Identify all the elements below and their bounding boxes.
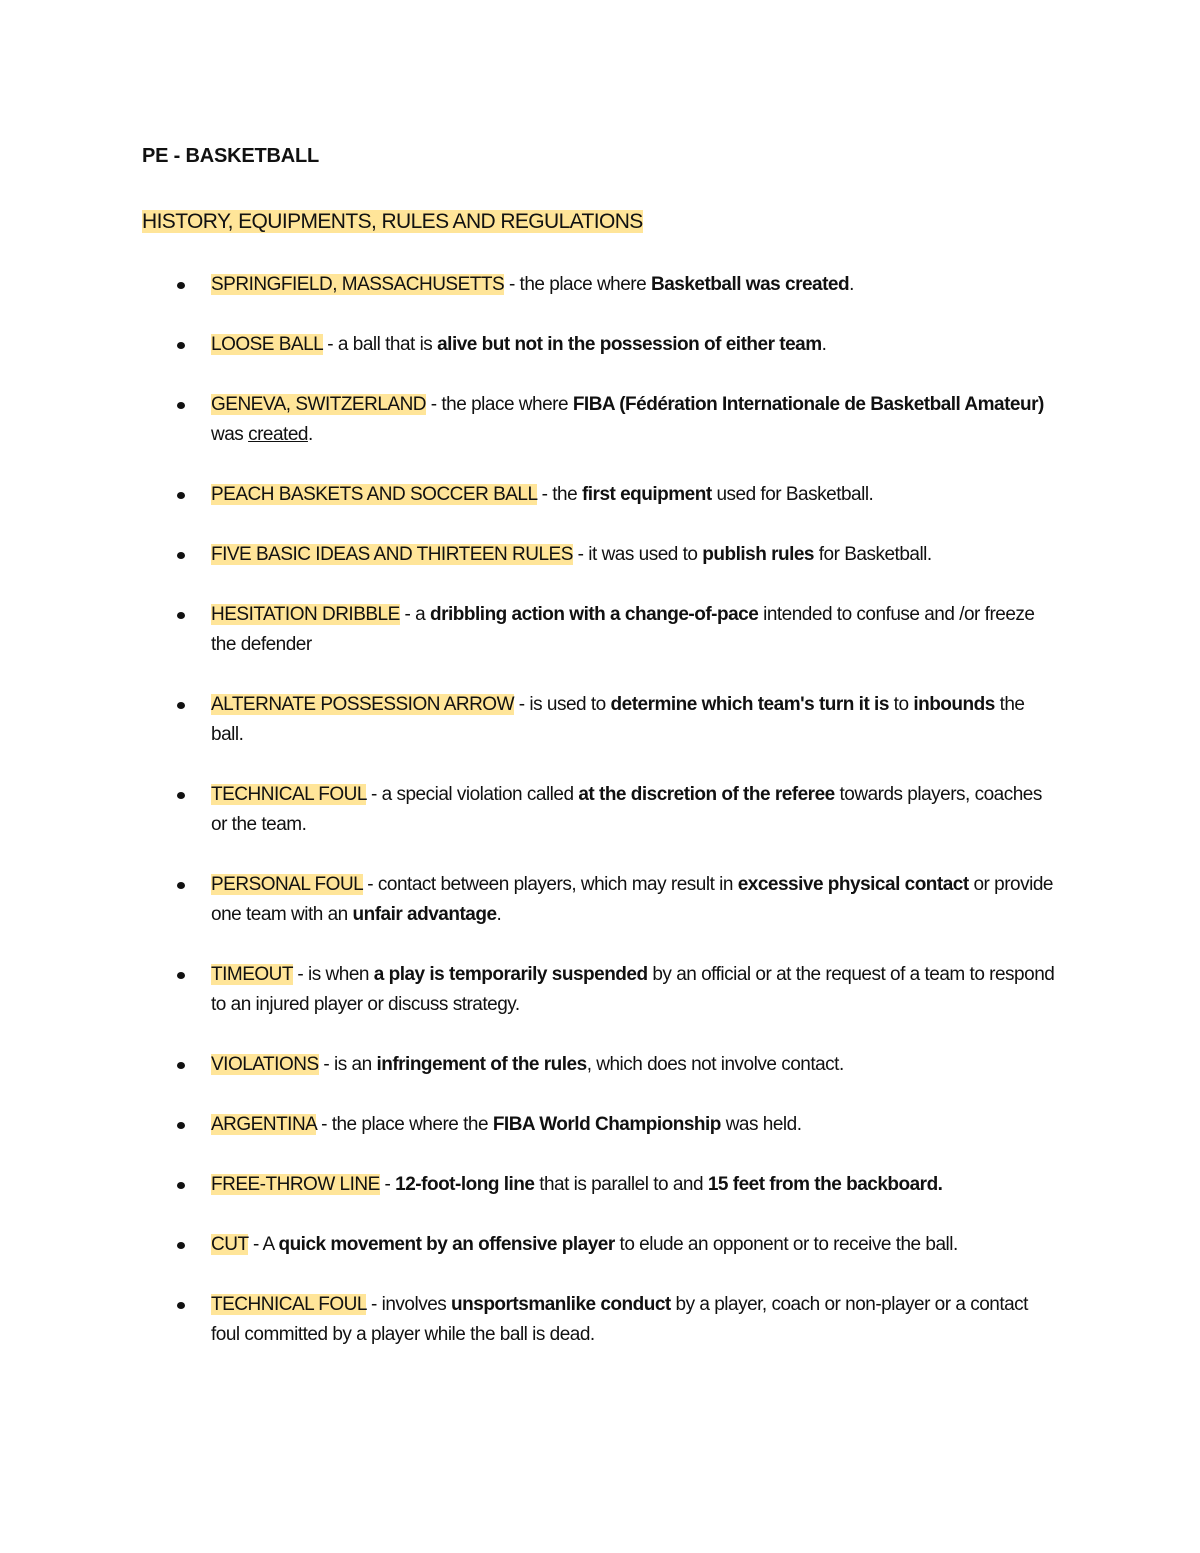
definition-text: - the place where bbox=[504, 274, 651, 295]
section-heading bbox=[142, 207, 643, 237]
definition-text: was held. bbox=[720, 1114, 802, 1135]
definition-bold: Basketball was created bbox=[650, 274, 850, 295]
list-item bbox=[0, 270, 1061, 300]
term: ARGENTINA bbox=[211, 1114, 317, 1135]
term: PERSONAL FOUL bbox=[211, 874, 363, 895]
definition-bold: determine which team's turn it is bbox=[610, 694, 889, 715]
definition-text: - the bbox=[536, 484, 582, 505]
definition-text: was bbox=[211, 424, 249, 445]
bullet-icon bbox=[177, 1062, 185, 1069]
definition-underlined: created bbox=[248, 424, 308, 445]
bullet-icon bbox=[177, 792, 185, 799]
definition-bold: quick movement by an offensive player bbox=[278, 1234, 615, 1255]
term: ALTERNATE POSSESSION ARROW bbox=[211, 694, 515, 715]
definition-bold: excessive physical contact bbox=[737, 874, 969, 895]
list-item bbox=[0, 540, 1061, 570]
term: GENEVA, SWITZERLAND bbox=[211, 394, 427, 415]
definition-bold: FIBA World Championship bbox=[492, 1114, 721, 1135]
definition-text: - the place where bbox=[426, 394, 573, 415]
definition-text: , which does not involve contact. bbox=[586, 1054, 844, 1075]
definition-text: - bbox=[379, 1174, 396, 1195]
definition-bold: 12-foot-long line bbox=[395, 1174, 535, 1195]
bullet-icon bbox=[177, 1182, 185, 1189]
list-item bbox=[0, 1110, 1061, 1140]
term: LOOSE BALL bbox=[211, 334, 323, 355]
definition-bold: FIBA (Fédération Internationale de Basketball Amateur) bbox=[572, 394, 1044, 415]
definition-text: to bbox=[888, 694, 914, 715]
definition-text: . bbox=[307, 424, 313, 445]
definition-bold: 15 feet from the backboard. bbox=[707, 1174, 943, 1195]
definition-text: . bbox=[849, 274, 854, 295]
definition-bold: unsportsmanlike conduct bbox=[451, 1294, 671, 1315]
bullet-icon bbox=[177, 402, 185, 409]
bullet-icon bbox=[177, 1242, 185, 1249]
bullet-icon bbox=[177, 882, 185, 889]
definition-text: intended to confuse and /or freeze the defender bbox=[211, 604, 1035, 655]
list-item bbox=[0, 960, 1061, 1020]
bullet-icon bbox=[177, 1302, 185, 1309]
bullet-icon bbox=[177, 612, 185, 619]
definition-bold: unfair advantage bbox=[352, 904, 497, 925]
definition-text: - A bbox=[248, 1234, 279, 1255]
definition-bold: first equipment bbox=[581, 484, 712, 505]
definition-text: . bbox=[496, 904, 502, 925]
list-item bbox=[0, 330, 1061, 360]
list-item bbox=[0, 1170, 1061, 1200]
bullet-icon bbox=[177, 1122, 185, 1129]
definition-text: - contact between players, which may result in bbox=[362, 874, 738, 895]
definition-text: by a player, coach or non-player or a contact foul committed by a player while the ball is dead. bbox=[211, 1294, 1028, 1345]
list-item bbox=[0, 870, 1061, 930]
bullet-icon bbox=[177, 492, 185, 499]
bullet-icon bbox=[177, 702, 185, 709]
list-item bbox=[0, 480, 1061, 510]
definition-text: - is used to bbox=[514, 694, 611, 715]
definition-text: used for Basketball. bbox=[711, 484, 874, 505]
definition-text: - it was used to bbox=[572, 544, 703, 565]
term: FREE-THROW LINE bbox=[211, 1174, 380, 1195]
list-item bbox=[0, 1290, 1061, 1350]
bullet-icon bbox=[177, 342, 185, 349]
section-heading-text: HISTORY, EQUIPMENTS, RULES AND REGULATIONS bbox=[142, 210, 643, 233]
list-item bbox=[0, 780, 1061, 840]
definition-bold: inbounds bbox=[913, 694, 995, 715]
bullet-icon bbox=[177, 972, 185, 979]
bullet-icon bbox=[177, 282, 185, 289]
definition-text: - involves bbox=[366, 1294, 452, 1315]
definition-text: or provide one team with an bbox=[211, 874, 1053, 925]
definition-bold: dribbling action with a change-of-pace bbox=[430, 604, 759, 625]
term: PEACH BASKETS AND SOCCER BALL bbox=[211, 484, 537, 505]
term: VIOLATIONS bbox=[211, 1054, 319, 1075]
bullet-icon bbox=[177, 552, 185, 559]
definition-text: - a bbox=[399, 604, 431, 625]
term: FIVE BASIC IDEAS AND THIRTEEN RULES bbox=[211, 544, 573, 565]
definition-text: that is parallel to and bbox=[534, 1174, 708, 1195]
definition-bold: alive but not in the possession of either team bbox=[437, 334, 822, 355]
list-item bbox=[0, 390, 1061, 450]
definition-text: the ball. bbox=[211, 694, 1025, 745]
term: TECHNICAL FOUL bbox=[211, 1294, 367, 1315]
definition-text: - a special violation called bbox=[366, 784, 579, 805]
definition-text: - is an bbox=[318, 1054, 377, 1075]
definition-bold: infringement of the rules bbox=[376, 1054, 587, 1075]
page-title: PE - BASKETBALL bbox=[142, 145, 320, 167]
definition-text: for Basketball. bbox=[814, 544, 932, 565]
term: HESITATION DRIBBLE bbox=[211, 604, 400, 625]
term: CUT bbox=[211, 1234, 249, 1255]
definition-bold: a play is temporarily suspended bbox=[373, 964, 648, 985]
list-item bbox=[0, 690, 1061, 750]
definition-text: - is when bbox=[292, 964, 374, 985]
term: TIMEOUT bbox=[211, 964, 293, 985]
list-item bbox=[0, 1050, 1061, 1080]
definition-bold: publish rules bbox=[702, 544, 814, 565]
list-item bbox=[0, 600, 1061, 660]
definition-text: - a ball that is bbox=[322, 334, 438, 355]
term: TECHNICAL FOUL bbox=[211, 784, 367, 805]
definition-text: to elude an opponent or to receive the ball. bbox=[614, 1234, 958, 1255]
definition-text: towards players, coaches or the team. bbox=[211, 784, 1042, 835]
definition-text: - the place where the bbox=[316, 1114, 493, 1135]
list-item bbox=[0, 1230, 1061, 1260]
term: SPRINGFIELD, MASSACHUSETTS bbox=[211, 274, 505, 295]
term-list bbox=[0, 270, 1200, 1380]
definition-text: by an official or at the request of a team to respond to an injured player or discuss strategy. bbox=[211, 964, 1055, 1015]
definition-bold: at the discretion of the referee bbox=[578, 784, 835, 805]
definition-text: . bbox=[821, 334, 827, 355]
